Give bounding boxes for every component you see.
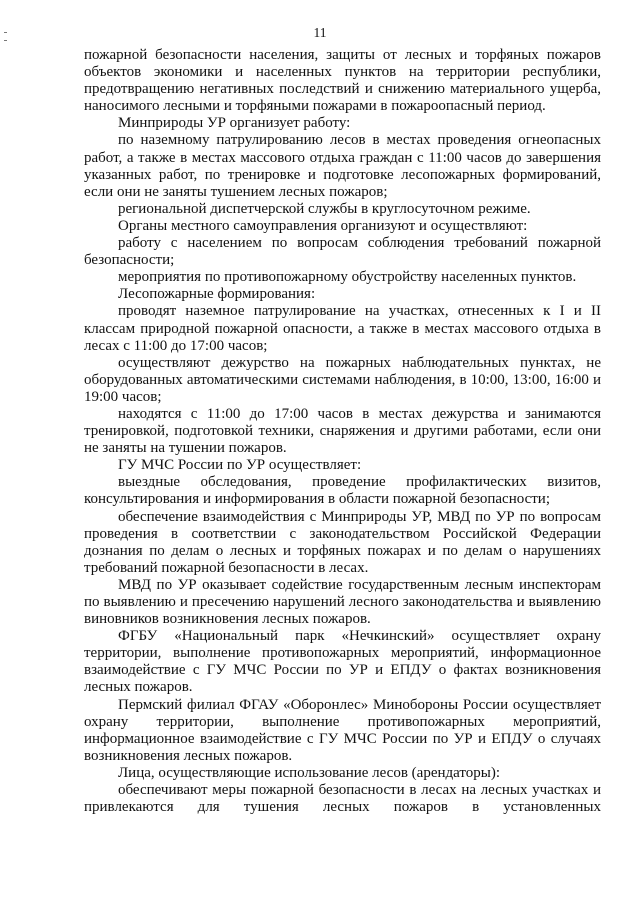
- document-body: [84, 47, 601, 816]
- paragraph: МВД по УР оказывает содействие государственным лесным инспекторам по выявлению и пресечению нарушений лесного законодательства и выявлению виновников возникновения лесных пожаров.: [84, 576, 601, 628]
- paragraph: выездные обследования, проведение профилактических визитов, консультирования и информирования в области пожарной безопасности;: [84, 474, 601, 508]
- paragraph: работу с населением по вопросам соблюдения требований пожарной безопасности;: [84, 235, 601, 269]
- paragraph: Лесопожарные формирования:: [118, 286, 316, 303]
- paragraph: Органы местного самоуправления организуют и осуществляют:: [118, 217, 528, 234]
- paragraph: ГУ МЧС России по УР осуществляет:: [118, 457, 362, 474]
- paragraph: находятся с 11:00 до 17:00 часов в местах дежурства и занимаются тренировкой, подготовкой техники, снаряжения и другими работами, если они не заняты на тушении пожаров.: [84, 405, 601, 457]
- page-number: 11: [313, 25, 327, 40]
- paragraph: региональной диспетчерской службы в круглосуточном режиме.: [118, 200, 531, 217]
- paragraph: Пермский филиал ФГАУ «Оборонлес» Минобороны России осуществляет охрану территории, выполнение противопожарных мероприятий, информационное взаимодействие с ГУ МЧС России по УР и ЕПДУ о случаях возникновения лесных пожаров.: [84, 696, 601, 764]
- paragraph: Лица, осуществляющие использование лесов (арендаторы):: [118, 764, 501, 781]
- paragraph: обеспечение взаимодействия с Минприроды УР, МВД по УР по вопросам проведения в соответствии с законодательством Российской Федерации дознания по делам о лесных и торфяных пожарах и по делам о нарушениях требований пожарной безопасности в лесах.: [84, 508, 601, 576]
- paragraph: пожарной безопасности населения, защиты от лесных и торфяных пожаров объектов экономики и населенных пунктов на территории республики, предотвращению негативных последствий и снижению материального ущерба, наносимого лесными и торфяными пожарами в пожароопасный период.: [84, 47, 601, 115]
- paragraph: осуществляют дежурство на пожарных наблюдательных пунктах, не оборудованных автоматическими системами наблюдения, в 10:00, 13:00, 16:00 и 19:00 часов;: [84, 354, 601, 405]
- paragraph: Минприроды УР организует работу:: [118, 115, 351, 132]
- paragraph: обеспечивают меры пожарной безопасности в лесах на лесных участках и привлекаются для тушения лесных пожаров в установленных: [84, 782, 601, 816]
- paragraph: по наземному патрулированию лесов в местах проведения огнеопасных работ, а также в местах массового отдыха граждан с 11:00 часов до завершения указанных работ, по тренировке и подготовке лесопожарных формирований, если они не заняты тушением лесных пожаров;: [84, 132, 601, 200]
- paragraph: мероприятия по противопожарному обустройству населенных пунктов.: [118, 269, 577, 286]
- paragraph: проводят наземное патрулирование на участках, отнесенных к I и II классам природной пожарной опасности, а также в местах массового отдыха в лесах с 11:00 до 17:00 часов;: [84, 303, 601, 354]
- paragraph: ФГБУ «Национальный парк «Нечкинский» осуществляет охрану территории, выполнение противопожарных мероприятий, информационное взаимодействие с ГУ МЧС России по УР и ЕПДУ о фактах возникновения лесных пожаров.: [84, 628, 601, 696]
